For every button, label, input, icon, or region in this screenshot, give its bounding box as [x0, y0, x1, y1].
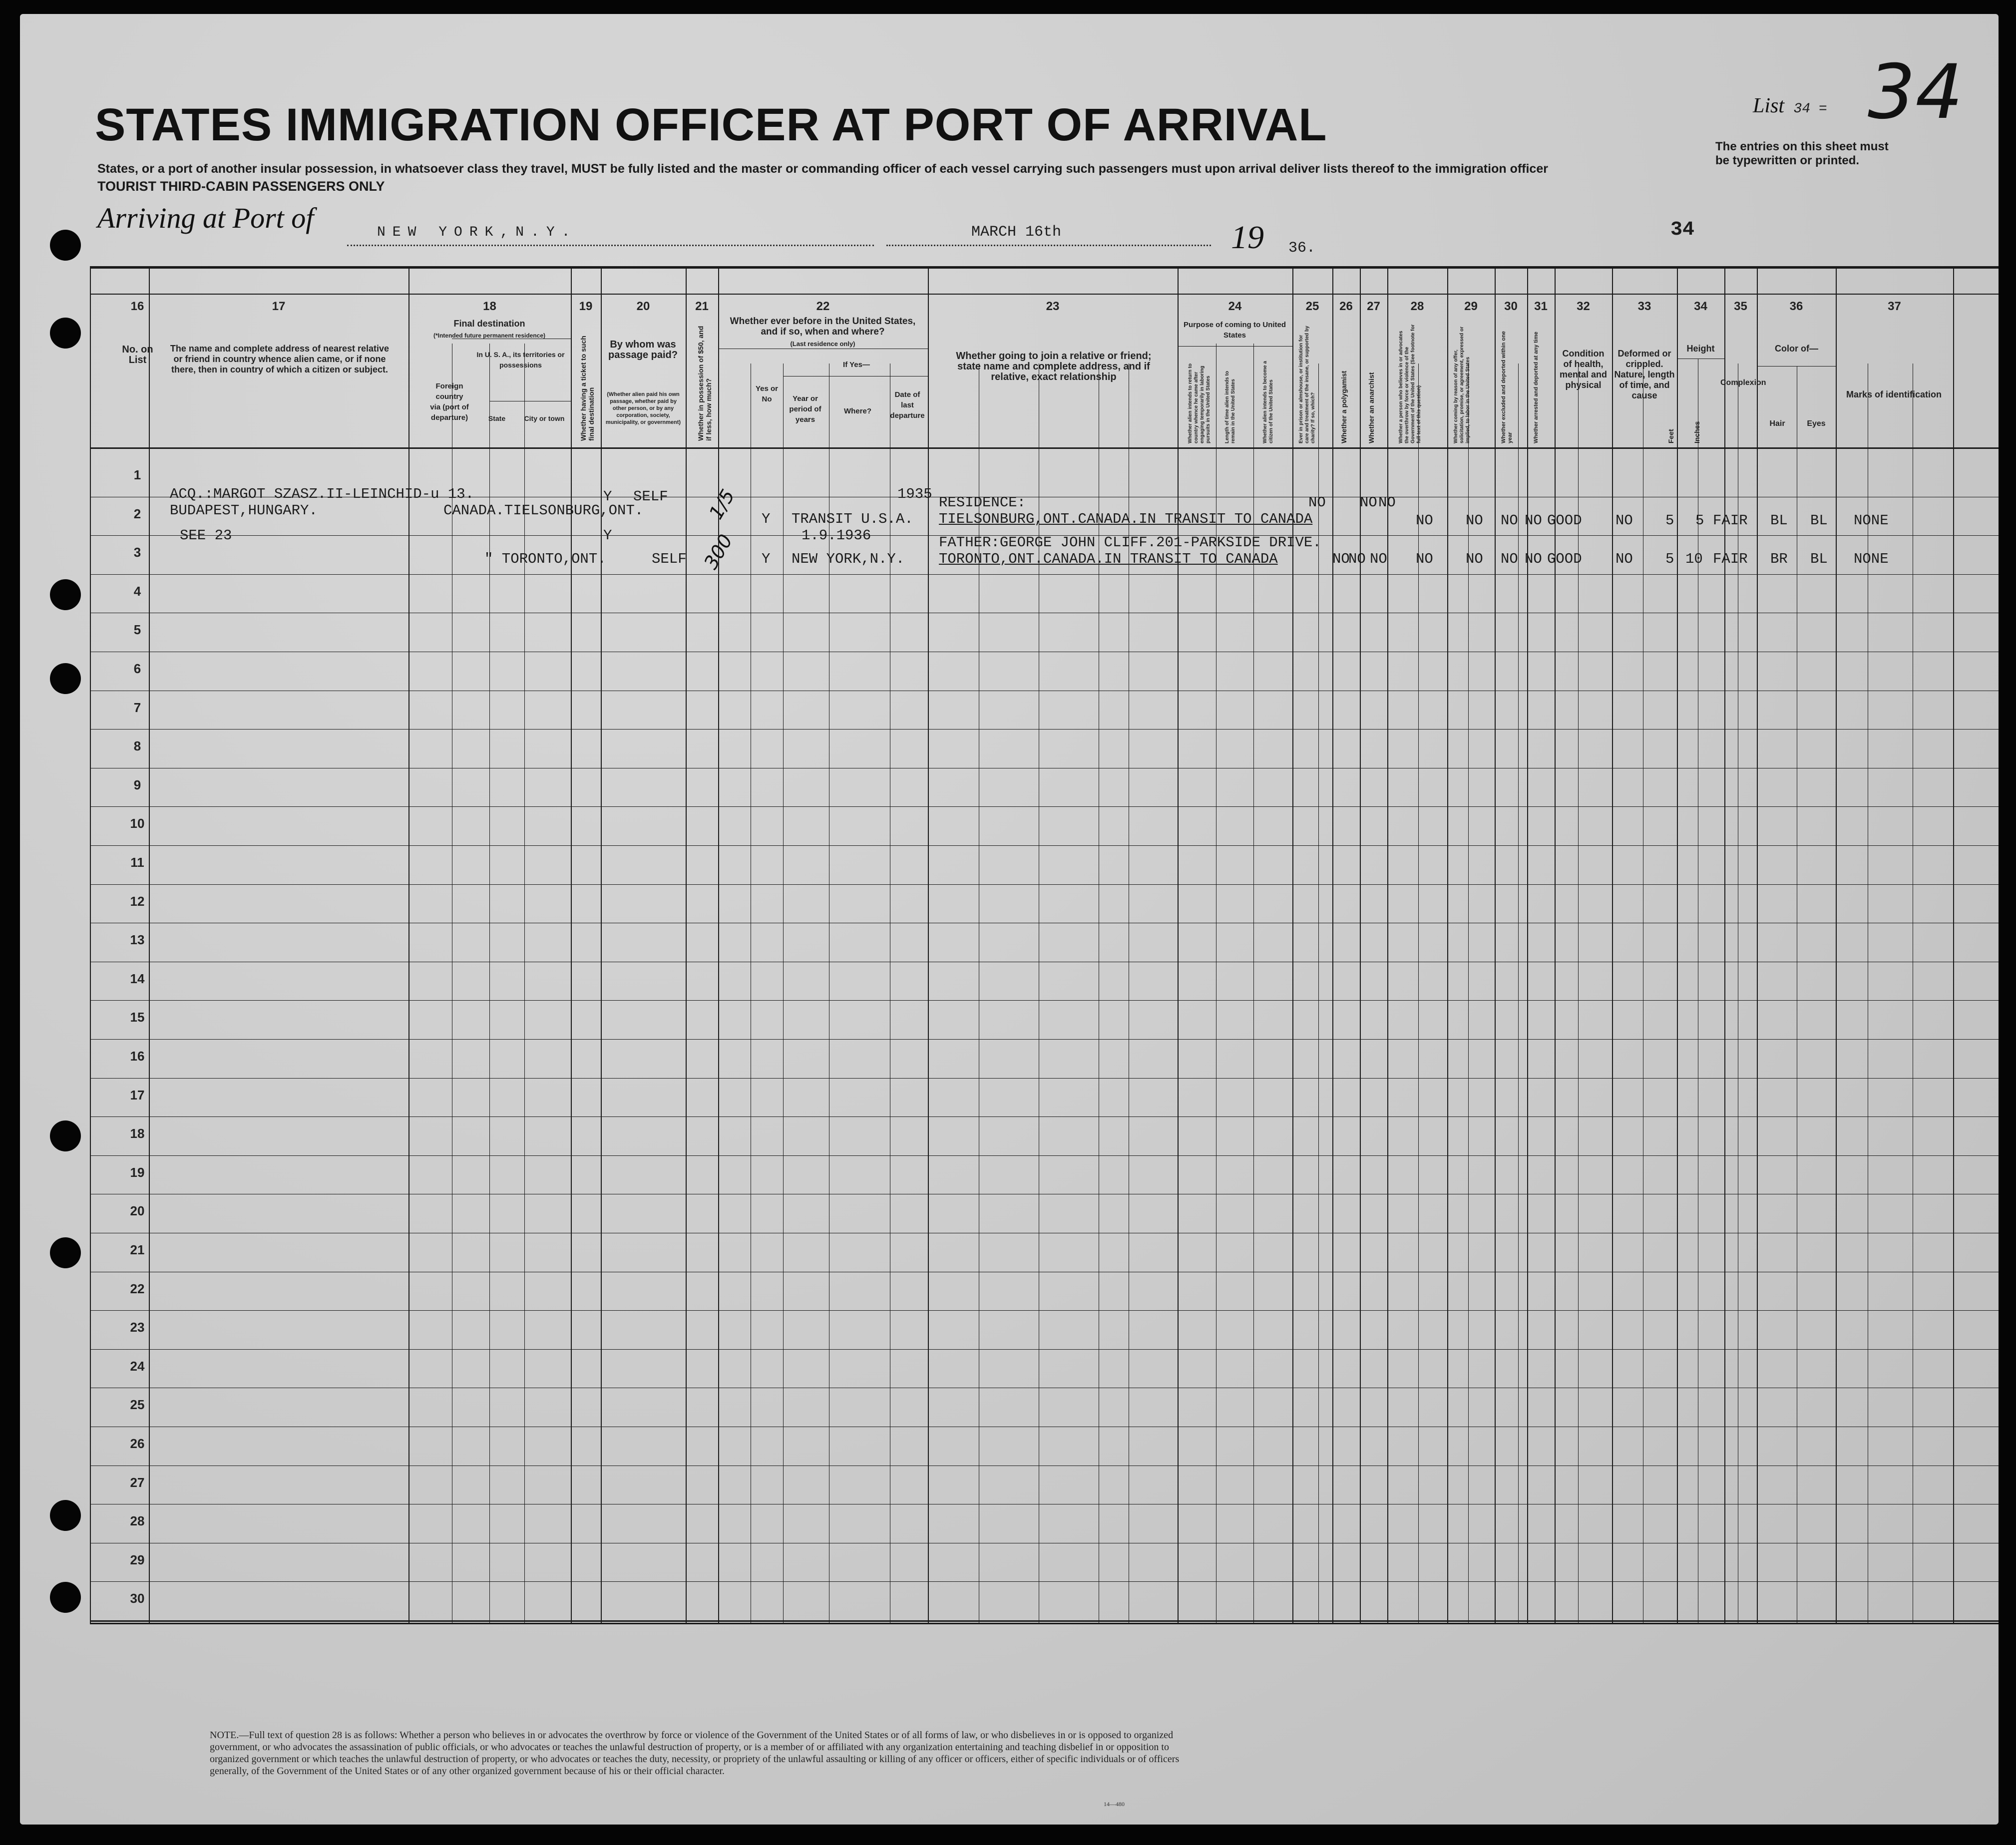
hdr-purpose-a: Whether alien intends to return to country whence he came after engaging temporarily in laboring pursuits in the United States [1188, 363, 1211, 443]
r2-yes-no: Y [762, 551, 771, 567]
row-number: 4 [133, 583, 141, 599]
r1-feet: 5 [1665, 512, 1674, 529]
col-rule [1757, 266, 1758, 1624]
r2-destination: " TORONTO,ONT. [484, 551, 606, 567]
col-rule [1555, 266, 1556, 1624]
r1-relative-line2: BUDAPEST,HUNGARY. [170, 502, 318, 519]
r1-complexion: FAIR [1713, 512, 1748, 529]
class-line: TOURIST THIRD-CABIN PASSENGERS ONLY [97, 179, 385, 194]
row-number: 29 [130, 1552, 145, 1567]
list-label: List [1753, 94, 1785, 117]
r2-c31: NO [1525, 551, 1542, 567]
col-rule [1332, 266, 1333, 1624]
colnum: 16 [130, 300, 144, 313]
row-rule [90, 1581, 1999, 1582]
hdr-labor-offer: Whether coming by reason of any offer, solicitation, promise, or agreement, expressed or implied, to labor in the United States [1453, 327, 1471, 443]
hdr-date-last: Date of last departure [890, 390, 925, 420]
r2-hair: BR [1770, 551, 1788, 567]
col-rule [1178, 266, 1179, 1624]
row-number: 30 [130, 1591, 145, 1606]
col-rule [601, 266, 602, 1624]
row-rule [90, 1078, 1999, 1079]
r2-deformed: NO [1615, 551, 1633, 567]
r2-complexion: FAIR [1713, 551, 1748, 567]
hdr-final-destination: Final destination [453, 319, 525, 329]
row-rule [90, 1349, 1999, 1350]
r2-money: 300 [700, 530, 737, 573]
hdr-prison: Ever in prison or almshouse, or institution for care and treatment of the insane, or supported by charity? If so, which? [1298, 326, 1316, 443]
r2-paid-by: SELF [652, 551, 687, 567]
row-number: 23 [130, 1320, 145, 1335]
hdr-yes-no: Yes or No [755, 384, 779, 403]
colnum: 34 [1694, 300, 1707, 313]
year-prefix: 19 [1231, 219, 1264, 256]
row-rule [90, 1000, 1999, 1001]
col-rule [928, 266, 929, 1624]
col-rule [408, 266, 409, 1624]
col-rule [686, 266, 687, 1624]
hdr-health: Condition of health, mental and physical [1559, 349, 1608, 390]
col-rule [1292, 266, 1293, 1624]
row-rule [90, 806, 1999, 807]
row-number: 27 [130, 1475, 145, 1490]
hdr-polygamist: Whether a polygamist [1340, 370, 1348, 443]
col-rule [718, 266, 719, 1624]
hdr-height: Height [1686, 344, 1715, 354]
row-number: 14 [130, 971, 145, 986]
col-rule [1612, 266, 1613, 1624]
row-number: 22 [130, 1281, 145, 1296]
colnum: 26 [1339, 300, 1353, 313]
r1-health: GOOD [1547, 512, 1582, 529]
port-dotline [347, 245, 874, 246]
col-rule [90, 266, 91, 1624]
row-rule [90, 729, 1999, 730]
r2-c28: NO [1416, 551, 1433, 567]
row-number: 15 [130, 1010, 145, 1025]
colnum: 32 [1577, 300, 1590, 313]
r1-join-line1: RESIDENCE: [939, 494, 1026, 511]
hdr-paid-by: By whom was passage paid? [608, 339, 678, 361]
rule-colnum [90, 294, 1999, 295]
col-rule [1836, 266, 1837, 1624]
manifest-sheet [20, 14, 1999, 1825]
r1-eyes: BL [1810, 512, 1828, 529]
row-rule [90, 1116, 1999, 1117]
row-number: 11 [130, 855, 144, 870]
r1-c29: NO [1466, 512, 1483, 529]
r2-join-line2: TORONTO,ONT.CANADA.IN TRANSIT TO CANADA [939, 551, 1278, 567]
hdr-relative: The name and complete address of nearest relative or friend in country whence alien came, or if none there, then in country of which a citizen or subject. [170, 344, 390, 374]
colnum: 19 [579, 300, 593, 313]
r2-join-line1: FATHER:GEORGE JOHN CLIFF.201-PARKSIDE DRIVE. [939, 534, 1321, 551]
r1-c31: NO [1525, 512, 1542, 529]
col-rule [1677, 266, 1678, 1624]
list-number-handwritten: 34 [1868, 49, 1963, 136]
row-rule [90, 884, 1999, 885]
port-value: NEW YORK,N.Y. [377, 225, 577, 240]
hdr-purpose-b: Length of time alien intends to remain in the United States [1224, 371, 1236, 443]
list-label-group [1753, 94, 1827, 118]
colnum: 37 [1888, 300, 1901, 313]
typewritten-note: The entries on this sheet must be typewritten or printed. [1715, 140, 1889, 167]
row-rule [90, 1155, 1999, 1156]
sheet-number: 34 [1670, 219, 1695, 241]
arriving-label: Arriving at Port of [97, 202, 314, 234]
colnum: 30 [1504, 300, 1518, 313]
hdr-purpose-c: Whether alien intends to become a citizen of the United States [1262, 361, 1274, 443]
colnum: 20 [636, 300, 650, 313]
hdr-arrested: Whether arrested and deported at any time [1533, 332, 1539, 443]
row-number: 5 [133, 622, 141, 638]
r2-inches: 10 [1685, 551, 1703, 567]
hdr-purpose: Purpose of coming to United States [1184, 321, 1286, 340]
col-rule [1360, 266, 1361, 1624]
r2-c29: NO [1466, 551, 1483, 567]
punch-hole [50, 579, 81, 610]
row-number: 25 [130, 1397, 145, 1413]
hdr-hair: Hair [1769, 419, 1785, 428]
colnum: 24 [1228, 300, 1242, 313]
row-number: 24 [130, 1358, 145, 1374]
hdr-before-in-us: Whether ever before in the United States, and if so, when and where? [730, 316, 916, 337]
col-rule [1495, 266, 1496, 1624]
row-rule [90, 845, 1999, 846]
date-value: MARCH 16th [971, 224, 1062, 241]
row-number: 18 [130, 1126, 145, 1141]
colnum: 17 [272, 300, 286, 313]
rule-bottom [90, 1623, 1999, 1624]
r1-c26: NO [1360, 494, 1377, 511]
hdr-state: State [488, 414, 506, 422]
hdr-anarchist: Whether an anarchist [1367, 372, 1375, 443]
r2-year: 1.9.1936 [802, 527, 871, 544]
colnum: 28 [1410, 300, 1424, 313]
r2-ticket: Y [603, 527, 612, 544]
subcol-rule [1318, 364, 1319, 1624]
col-rule [1447, 266, 1448, 1624]
subcol-rule [1518, 364, 1519, 1624]
r1-deformed: NO [1615, 512, 1633, 529]
hdr-marks: Marks of identification [1846, 389, 1942, 399]
r1-c30: NO [1501, 512, 1518, 529]
r2-marks: NONE [1854, 551, 1889, 567]
r1-yes-no: Y [762, 511, 771, 527]
punch-hole [50, 1500, 81, 1531]
hdr-complexion: Complexion [1720, 378, 1766, 387]
col-rule [1387, 266, 1388, 1624]
row-number: 3 [133, 545, 141, 560]
colnum: 21 [695, 300, 709, 313]
date-dotline [886, 245, 1211, 246]
col-rule [571, 266, 572, 1624]
row-number: 17 [130, 1087, 145, 1103]
hdr-color-of: Color of— [1775, 344, 1818, 354]
colnum: 18 [483, 300, 496, 313]
row-rule [90, 1620, 1999, 1622]
r1-paid-by: SELF [633, 488, 668, 505]
col-rule [1724, 266, 1725, 1624]
hdr-ticket: Whether having a ticket to such final destination [579, 336, 595, 441]
r1-c28: NO [1416, 512, 1433, 529]
hdr-sub-rule [1757, 366, 1836, 367]
r2-where: NEW YORK,N.Y. [792, 551, 905, 567]
colnum: 36 [1789, 300, 1803, 313]
row-number: 7 [133, 700, 141, 715]
rule-top [90, 266, 1999, 269]
hdr-inches: Inches [1693, 421, 1701, 443]
r2-c25: NO [1332, 551, 1350, 567]
row-number: 8 [133, 738, 141, 754]
colnum: 27 [1367, 300, 1380, 313]
hdr-join-relative: Whether going to join a relative or friend; state name and complete address, and if relative, exact relationship [956, 351, 1152, 382]
colnum: 35 [1734, 300, 1747, 313]
r2-eyes: BL [1810, 551, 1828, 567]
r1-c25: NO [1308, 494, 1326, 511]
r1-c27: NO [1378, 494, 1396, 511]
row-number: 9 [133, 777, 141, 792]
hdr-city: City or town [524, 414, 565, 422]
row-number: 1 [133, 467, 141, 482]
row-rule [90, 1310, 1999, 1311]
r1-join-line2: TIELSONBURG,ONT.CANADA.IN TRANSIT TO CANADA [939, 511, 1313, 527]
r1-date-last: 1935 [897, 486, 932, 502]
row-number: 21 [130, 1242, 145, 1257]
page-title: STATES IMMIGRATION OFFICER AT PORT OF ARRIVAL [95, 99, 1327, 150]
hdr-year: Year or period of years [789, 394, 821, 424]
row-number: 10 [130, 816, 145, 831]
form-number: 14—480 [1104, 1801, 1125, 1808]
hdr-before-in-us-sub: (Last residence only) [790, 340, 855, 348]
list-typed: 34 = [1793, 101, 1827, 117]
r1-ticket: Y [603, 488, 612, 505]
r2-relative: SEE 23 [180, 527, 232, 544]
year-suffix: 36. [1288, 240, 1316, 257]
hdr-foreign-country: Foreign country via (port of departure) [430, 382, 469, 422]
row-number: 28 [130, 1513, 145, 1529]
r1-money: 1/5 [705, 485, 739, 523]
rule-header-bottom [90, 447, 1999, 449]
subcol-rule [783, 364, 784, 1624]
hdr-sub-rule [1178, 346, 1292, 347]
colnum: 33 [1637, 300, 1651, 313]
row-number: 13 [130, 932, 145, 948]
subcol-rule [489, 344, 490, 1624]
hdr-overthrow: Whether a person who believes in or advocates the overthrow by force or violence of the Government of the United States (See footnote for full text of this question) [1398, 324, 1422, 443]
r1-inches: 5 [1695, 512, 1704, 529]
r1-marks: NONE [1854, 512, 1889, 529]
subcol-rule [524, 344, 525, 1624]
hdr-eyes: Eyes [1807, 419, 1826, 428]
hdr-no-on-list: No. on List [122, 344, 153, 366]
row-rule [90, 574, 1999, 575]
row-number: 16 [130, 1049, 145, 1064]
punch-hole [50, 663, 81, 694]
row-number: 2 [133, 506, 141, 521]
row-rule [90, 1039, 1999, 1040]
colnum: 25 [1305, 300, 1319, 313]
hdr-paid-by-sub: (Whether alien paid his own passage, whether paid by other person, or by any corporation, society, municipality, or government) [605, 391, 681, 425]
row-number: 20 [130, 1203, 145, 1219]
colnum: 22 [816, 300, 830, 313]
footnote: NOTE.—Full text of question 28 is as follows: Whether a person who believes in or advocates the overthrow by force or violence of the Government of the United States or of all forms of law, or who disbelieves in or is opposed to organized government, or who advocates the assassination of public officials, or who advocates or teaches the unlawful destruction of property, or is a member of or affiliated with any organization entertaining and teaching disbelief in or opposition to organized government or which teaches the unlawful destruction of property, or who advocates or teaches the duty, necessity, or propriety of the unlawful assaulting or killing of any officer or officers, either of specific individuals or of officers generally, of the Government of the United States or of any other organized government because of his or their official character. [210, 1730, 1180, 1777]
hdr-final-destination-sub: (*Intended future permanent residence) [433, 332, 546, 339]
hdr-where: Where? [843, 407, 871, 415]
r1-where: TRANSIT U.S.A. [792, 511, 913, 527]
punch-hole [50, 1237, 81, 1268]
col-rule [1527, 266, 1528, 1624]
r1-hair: BL [1770, 512, 1788, 529]
r2-feet: 5 [1665, 551, 1674, 567]
row-number: 6 [133, 661, 141, 676]
row-number: 26 [130, 1436, 145, 1451]
r2-c26: NO [1348, 551, 1366, 567]
punch-hole [50, 230, 81, 261]
hdr-deformed: Deformed or crippled. Nature, length of time, and cause [1614, 349, 1675, 400]
hdr-usa: In U. S. A., its territories or possessions [476, 351, 565, 369]
r2-c30: NO [1501, 551, 1518, 567]
hdr-feet: Feet [1667, 429, 1675, 443]
r2-c27: NO [1370, 551, 1387, 567]
colnum: 29 [1464, 300, 1478, 313]
r1-relative-line1: ACQ.:MARGOT SZASZ.II-LEINCHID-u 13. [170, 486, 474, 502]
hdr-excluded: Whether excluded and deported within one year [1501, 331, 1513, 443]
r1-destination: CANADA.TIELSONBURG,ONT. [443, 502, 644, 519]
colnum: 23 [1046, 300, 1060, 313]
colnum: 31 [1534, 300, 1548, 313]
punch-hole [50, 318, 81, 349]
subtitle: States, or a port of another insular possession, in whatsoever class they travel, MUST be fully listed and the master or commanding officer of each vessel carrying such passengers must upon arrival deliver lists thereof to the immigration officer [97, 162, 1548, 176]
col-rule [1953, 266, 1954, 1624]
punch-hole [50, 1120, 81, 1151]
row-number: 19 [130, 1164, 145, 1180]
r2-health: GOOD [1547, 551, 1582, 567]
hdr-money: Whether in possession of $50, and if less, how much? [697, 326, 713, 441]
row-number: 12 [130, 893, 145, 909]
punch-hole [50, 1582, 81, 1613]
hdr-if-yes: If Yes— [843, 361, 870, 369]
